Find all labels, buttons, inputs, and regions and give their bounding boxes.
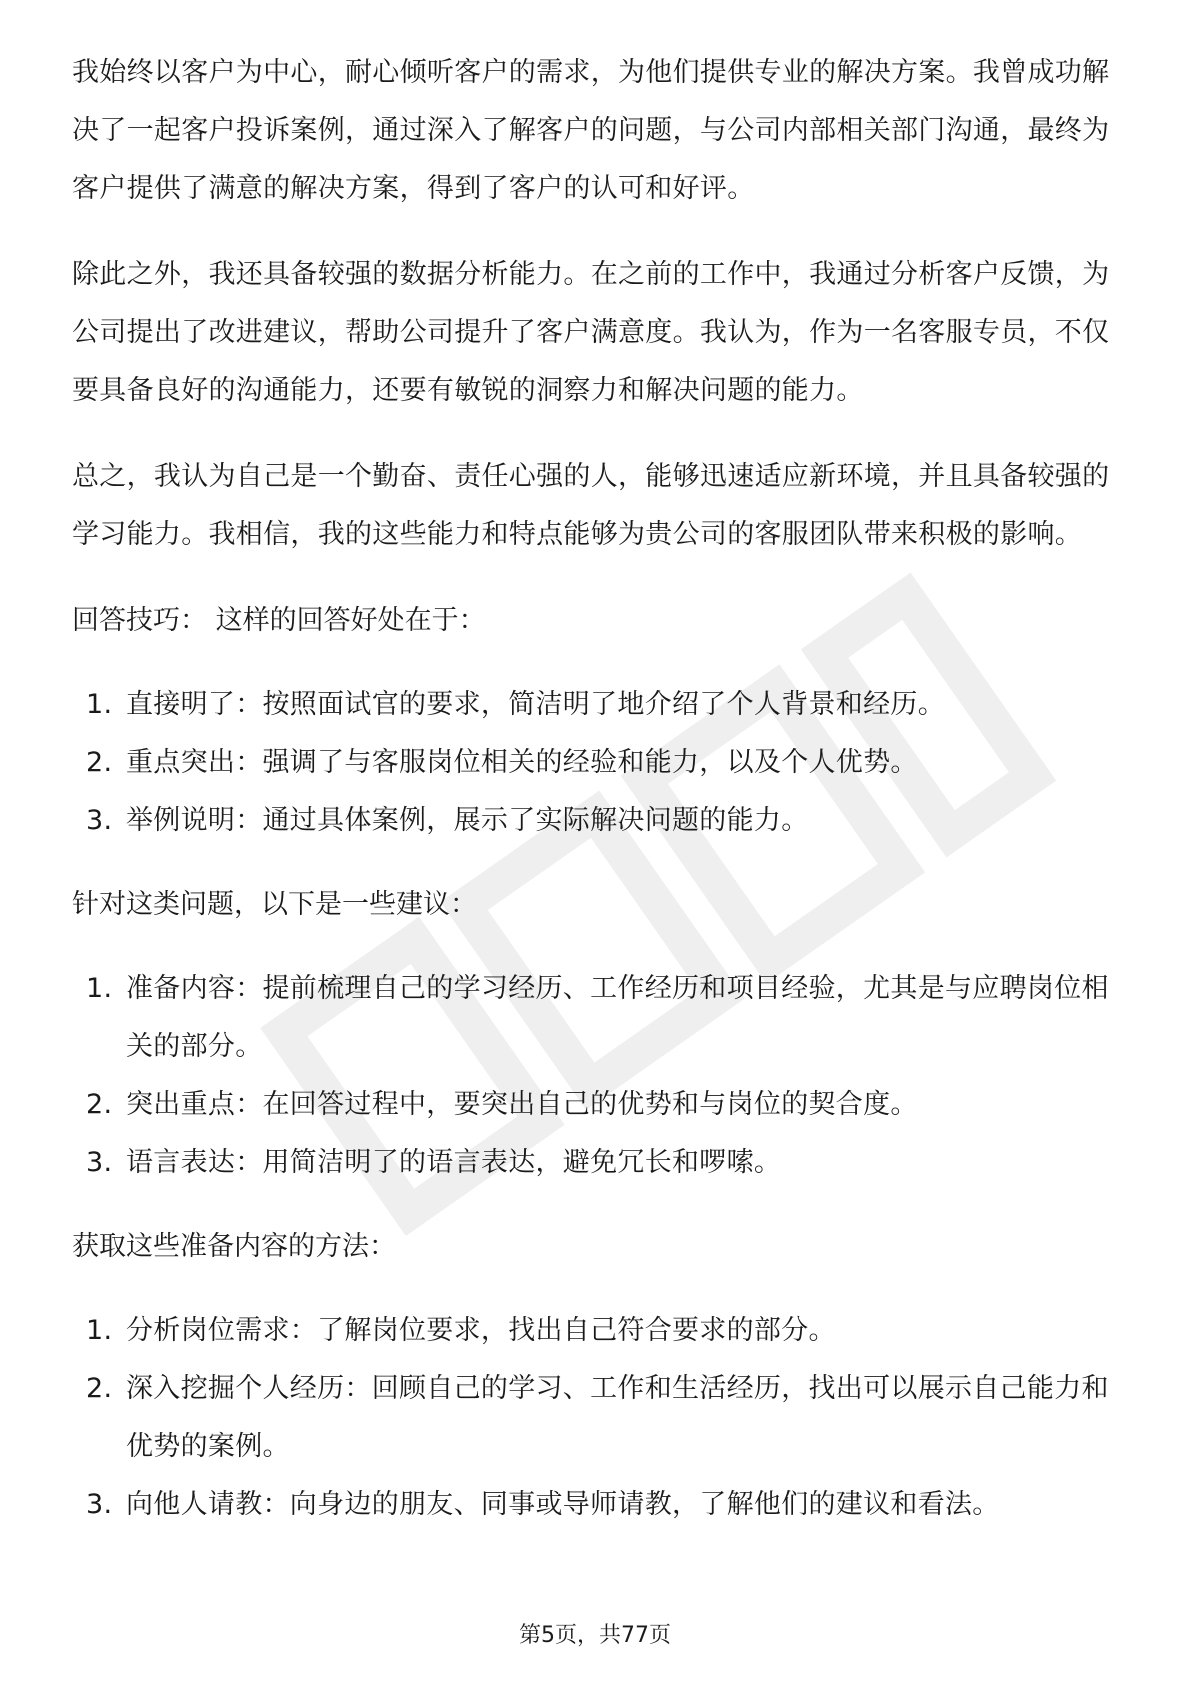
list-item-text: 语言表达：用简洁明了的语言表达，避免冗长和啰嗦。 [126,1147,782,1178]
list-number: 1. [86,689,113,720]
list-item [72,734,1122,792]
methods-heading: 获取这些准备内容的方法： [72,1231,396,1262]
list-item-text: 举例说明：通过具体案例，展示了实际解决问题的能力。 [126,805,809,836]
list-item-text: 深入挖掘个人经历：回顾自己的学习、工作和生活经历，找出可以展示自己能力和优势的案例。 [126,1373,1109,1462]
advice-heading: 针对这类问题，以下是一些建议： [72,889,477,920]
tips-list [72,676,1122,850]
list-number: 2. [86,747,113,778]
list-item [72,1476,1122,1534]
list-number: 3. [86,1489,113,1520]
list-item [72,960,1122,1076]
list-number: 3. [86,805,113,836]
methods-list [72,1302,1122,1534]
list-item-text: 直接明了：按照面试官的要求，简洁明了地介绍了个人背景和经历。 [126,689,945,720]
advice-list [72,960,1122,1192]
list-number: 1. [86,1315,113,1346]
list-item [72,792,1122,850]
list-number: 1. [86,973,113,1004]
list-item [72,676,1122,734]
list-item-text: 分析岗位需求：了解岗位要求，找出自己符合要求的部分。 [126,1315,836,1346]
tips-heading: 回答技巧： 这样的回答好处在于： [72,605,486,636]
main-content [72,44,1122,1560]
list-number: 3. [86,1147,113,1178]
list-item-text: 准备内容：提前梳理自己的学习经历、工作经历和项目经验，尤其是与应聘岗位相关的部分。 [126,973,1109,1062]
list-item [72,1302,1122,1360]
list-item-text: 突出重点：在回答过程中，要突出自己的优势和与岗位的契合度。 [126,1089,918,1120]
paragraph-customer-focus: 我始终以客户为中心，耐心倾听客户的需求，为他们提供专业的解决方案。我曾成功解决了一起客户投诉案例，通过深入了解客户的问题，与公司内部相关部门沟通，最终为客户提供了满意的解决方案，得到了客户的认可和好评。 [72,57,1110,204]
list-item [72,1134,1122,1192]
paragraph-data-analysis: 除此之外，我还具备较强的数据分析能力。在之前的工作中，我通过分析客户反馈，为公司提出了改进建议，帮助公司提升了客户满意度。我认为，作为一名客服专员，不仅要具备良好的沟通能力，还要有敏锐的洞察力和解决问题的能力。 [72,259,1110,406]
list-item [72,1360,1122,1476]
paragraph-summary: 总之，我认为自己是一个勤奋、责任心强的人，能够迅速适应新环境，并且具备较强的学习能力。我相信，我的这些能力和特点能够为贵公司的客服团队带来积极的影响。 [72,461,1110,550]
page-number-footer: 第5页，共77页 [519,1623,671,1648]
list-item-text: 重点突出：强调了与客服岗位相关的经验和能力，以及个人优势。 [126,747,918,778]
list-item-text: 向他人请教：向身边的朋友、同事或导师请教，了解他们的建议和看法。 [126,1489,1000,1520]
list-number: 2. [86,1373,113,1404]
list-number: 2. [86,1089,113,1120]
list-item [72,1076,1122,1134]
